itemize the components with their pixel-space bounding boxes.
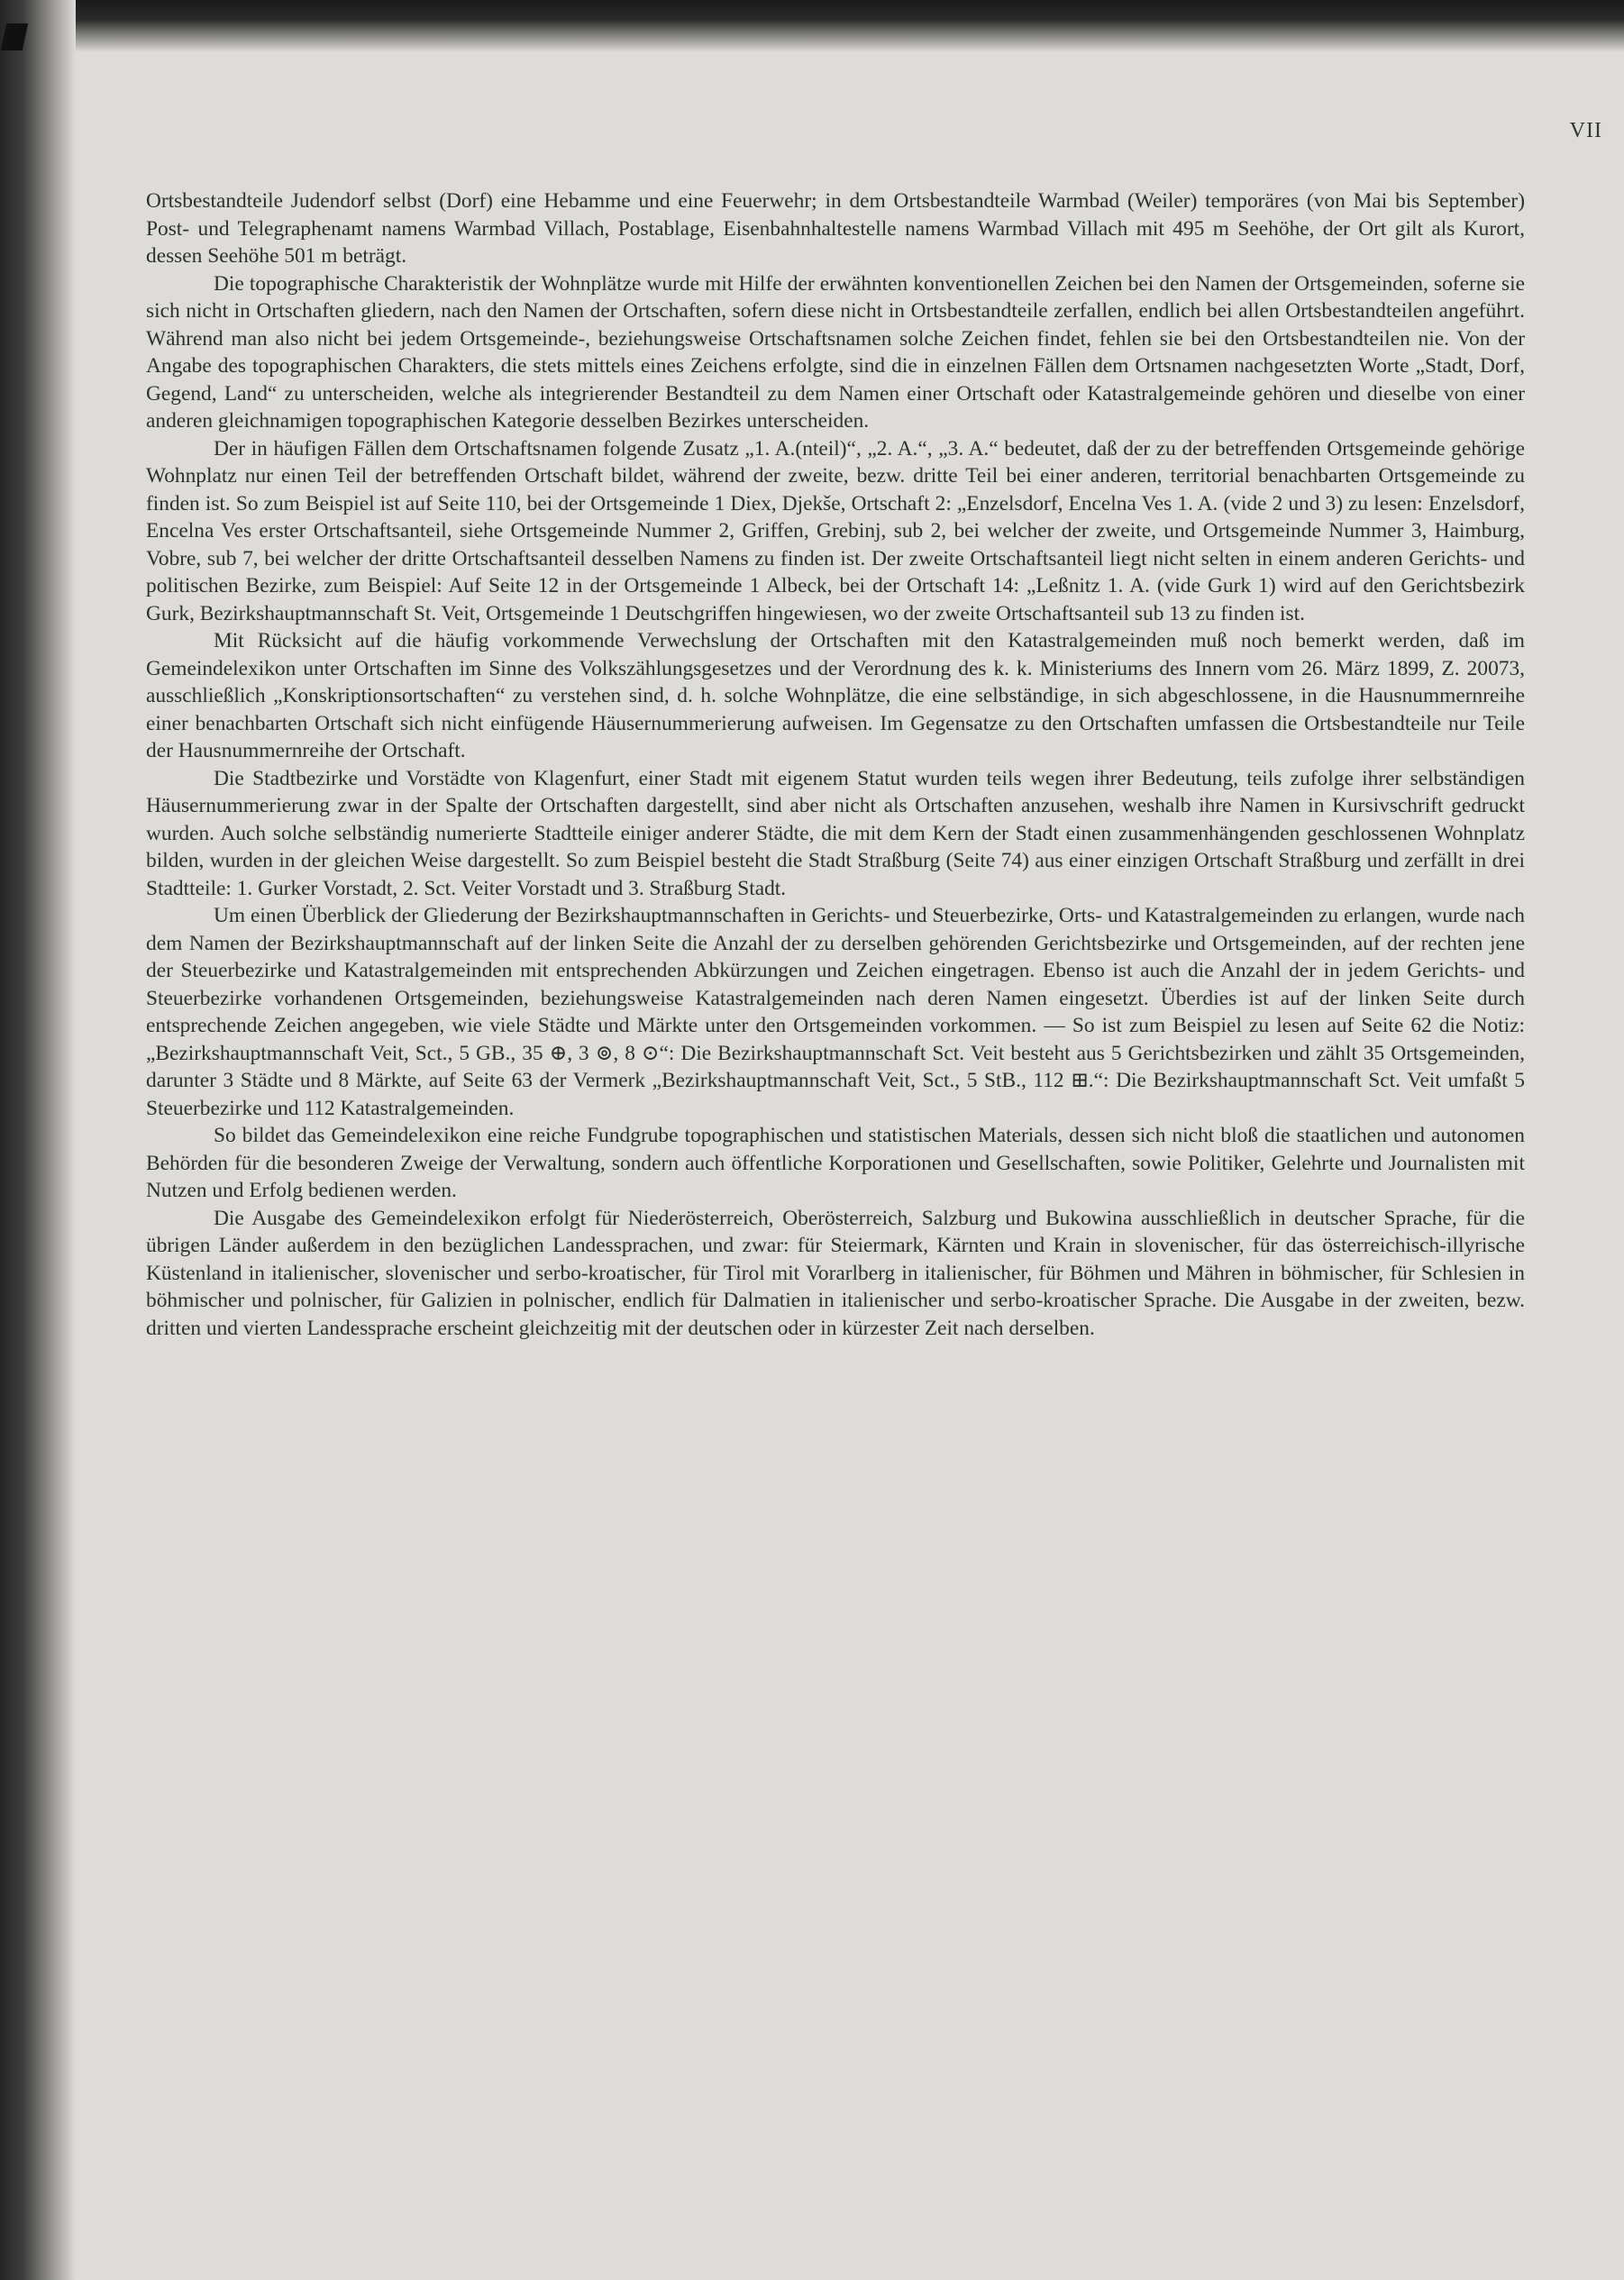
paragraph-5: Die Stadtbezirke und Vorstädte von Klagenfurt, einer Stadt mit eigenem Statut wurden teils wegen ihrer Bedeutung, teils zufolge ihrer selbständigen Häusernummerierung zwar in der Spalte der Ortschaften dargestellt, sind aber nicht als Ortschaften anzusehen, weshalb ihre Namen in Kursivschrift gedruckt wurden. Auch solche selbständig numerierte Stadtteile einiger anderer Städte, die mit dem Kern der Stadt einen zusammenhängenden geschlossenen Wohnplatz bilden, wurden in der gleichen Weise dargestellt. So zum Beispiel besteht die Stadt Straßburg (Seite 74) aus einer einzigen Ortschaft Straßburg und zerfällt in drei Stadtteile: 1. Gurker Vorstadt, 2. Sct. Veiter Vorstadt und 3. Straßburg Stadt.	[146, 766, 1525, 900]
paragraph-1: Ortsbestandteile Judendorf selbst (Dorf) eine Hebamme und eine Feuerwehr; in dem Ortsbestandteile Warmbad (Weiler) temporäres (von Mai bis September) Post- und Telegraphenamt namens Warmbad Villach, Postablage, Eisenbahnhaltestelle namens Warmbad Villach mit 495 m Seehöhe, der Ort gilt als Kurort, dessen Seehöhe 501 m beträgt.	[146, 189, 1525, 268]
paragraph-4: Mit Rücksicht auf die häufig vorkommende Verwechslung der Ortschaften mit den Katastralgemeinden muß noch bemerkt werden, daß im Gemeindelexikon unter Ortschaften im Sinne des Volkszählungsgesetzes und der Verordnung des k. k. Ministeriums des Innern vom 26. März 1899, Z. 20073, ausschließlich „Konskriptionsortschaften“ zu verstehen sind, d. h. solche Wohnplätze, die eine selbständige, in sich abgeschlossene, in die Hausnummernreihe einer benachbarten Ortschaft sich nicht einfügende Häusernummerierung aufweisen. Im Gegensatze zu den Ortschaften umfassen die Ortsbestandteile nur Teile der Hausnummernreihe der Ortschaft.	[146, 629, 1525, 762]
page-number: VII	[1569, 119, 1602, 142]
paragraph-6: Um einen Überblick der Gliederung der Bezirkshauptmannschaften in Gerichts- und Steuerbezirke, Orts- und Katastralgemeinden zu erlangen, wurde nach dem Namen der Bezirkshauptmannschaft auf der linken Seite die Anzahl der zu derselben gehörenden Gerichtsbezirke und Ortsgemeinden, auf der rechten jene der Steuerbezirke und Katastralgemeinden mit entsprechenden Abkürzungen und Zeichen eingetragen. Ebenso ist auch die Anzahl der in jedem Gerichts- und Steuerbezirke vorhandenen Ortsgemeinden, beziehungsweise Katastralgemeinden nach deren Namen eingesetzt. Überdies ist auf der linken Seite durch entsprechende Zeichen angegeben, wie viele Städte und Märkte unter den Ortsgemeinden vorkommen. — So ist zum Beispiel zu lesen auf Seite 62 die Notiz: „Bezirkshauptmannschaft Veit, Sct., 5 GB., 35 ⊕, 3 ⊚, 8 ⊙“: Die Bezirkshauptmannschaft Sct. Veit besteht aus 5 Gerichtsbezirken und zählt 35 Ortsgemeinden, darunter 3 Städte und 8 Märkte, auf Seite 63 der Vermerk „Bezirkshauptmannschaft Veit, Sct., 5 StB., 112 ⊞.“: Die Bezirkshauptmannschaft Sct. Veit umfaßt 5 Steuerbezirke und 112 Katastralgemeinden.	[146, 904, 1525, 1120]
scan-edge-left	[0, 0, 76, 2280]
paragraph-7: So bildet das Gemeindelexikon eine reiche Fundgrube topographischen und statistischen Materials, dessen sich nicht bloß die staatlichen und autonomen Behörden für die besonderen Zweige der Verwaltung, sondern auch öffentliche Korporationen und Gesellschaften, sowie Politiker, Gelehrte und Journalisten mit Nutzen und Erfolg bedienen werden.	[146, 1124, 1525, 1202]
paragraph-3: Der in häufigen Fällen dem Ortschaftsnamen folgende Zusatz „1. A.(nteil)“, „2. A.“, „3. A.“ bedeutet, daß der zu der betreffenden Ortsgemeinde gehörige Wohnplatz nur einen Teil der betreffenden Ortschaft bildet, während der zweite, bezw. dritte Teil bei einer anderen, territorial benachbarten Ortsgemeinde zu finden ist. So zum Beispiel ist auf Seite 110, bei der Ortsgemeinde 1 Diex, Djekše, Ortschaft 2: „Enzelsdorf, Encelna Ves 1. A. (vide 2 und 3) zu lesen: Enzelsdorf, Encelna Ves erster Ortschaftsanteil, siehe Ortsgemeinde Nummer 2, Griffen, Grebinj, sub 2, bei welcher der zweite, und Ortsgemeinde Nummer 3, Haimburg, Vobre, sub 7, bei welcher der dritte Ortschaftsanteil desselben Namens zu finden ist. Der zweite Ortschaftsanteil liegt nicht selten in einem anderen Gerichts- und politischen Bezirke, zum Beispiel: Auf Seite 12 in der Ortsgemeinde 1 Albeck, bei der Ortschaft 14: „Leßnitz 1. A. (vide Gurk 1) wird auf den Gerichtsbezirk Gurk, Bezirkshauptmannschaft St. Veit, Ortsgemeinde 1 Deutschgriffen hingewiesen, wo der zweite Ortschaftsanteil sub 13 zu finden ist.	[146, 436, 1525, 625]
scan-edge-top	[0, 0, 1624, 52]
page-body	[146, 187, 1525, 1342]
paragraph-8: Die Ausgabe des Gemeindelexikon erfolgt für Niederösterreich, Oberösterreich, Salzburg und Bukowina ausschließlich in deutscher Sprache, für die übrigen Länder außerdem in den bezüglichen Landessprachen, und zwar: für Steiermark, Kärnten und Krain in slovenischer, für das österreichisch-illyrische Küstenland in italienischer, slovenischer und serbo-kroatischer, für Tirol mit Vorarlberg in italienischer, für Böhmen und Mähren in böhmischer, für Schlesien in böhmischer und polnischer, für Galizien in polnischer, endlich für Dalmatien in italienischer und serbo-kroatischer Sprache. Die Ausgabe in der zweiten, bezw. dritten und vierten Landessprache erscheint gleichzeitig mit der deutschen oder in kürzester Zeit nach derselben.	[146, 1206, 1525, 1340]
paragraph-2: Die topographische Charakteristik der Wohnplätze wurde mit Hilfe der erwähnten konventionellen Zeichen bei den Namen der Ortsgemeinden, soferne sie sich nicht in Ortschaften gliedern, nach den Namen der Ortschaften, sofern diese nicht in Ortsbestandteile zerfallen, endlich bei allen Ortsbestandteilen angeführt. Während man also nicht bei jedem Ortsgemeinde-, beziehungsweise Ortschaftsnamen solche Zeichen findet, fehlen sie bei den Ortsbestandteilen nie. Von der Angabe des topographischen Charakters, die stets mittels eines Zeichens erfolgte, sind die in einzelnen Fällen dem Ortsnamen nachgesetzten Worte „Stadt, Dorf, Gegend, Land“ zu unterscheiden, welche als integrierender Bestandteil zu dem Namen einer Ortschaft oder Katastralgemeinde gehören und dieselbe von einer anderen gleichnamigen topographischen Kategorie desselben Bezirkes unterscheiden.	[146, 271, 1525, 433]
